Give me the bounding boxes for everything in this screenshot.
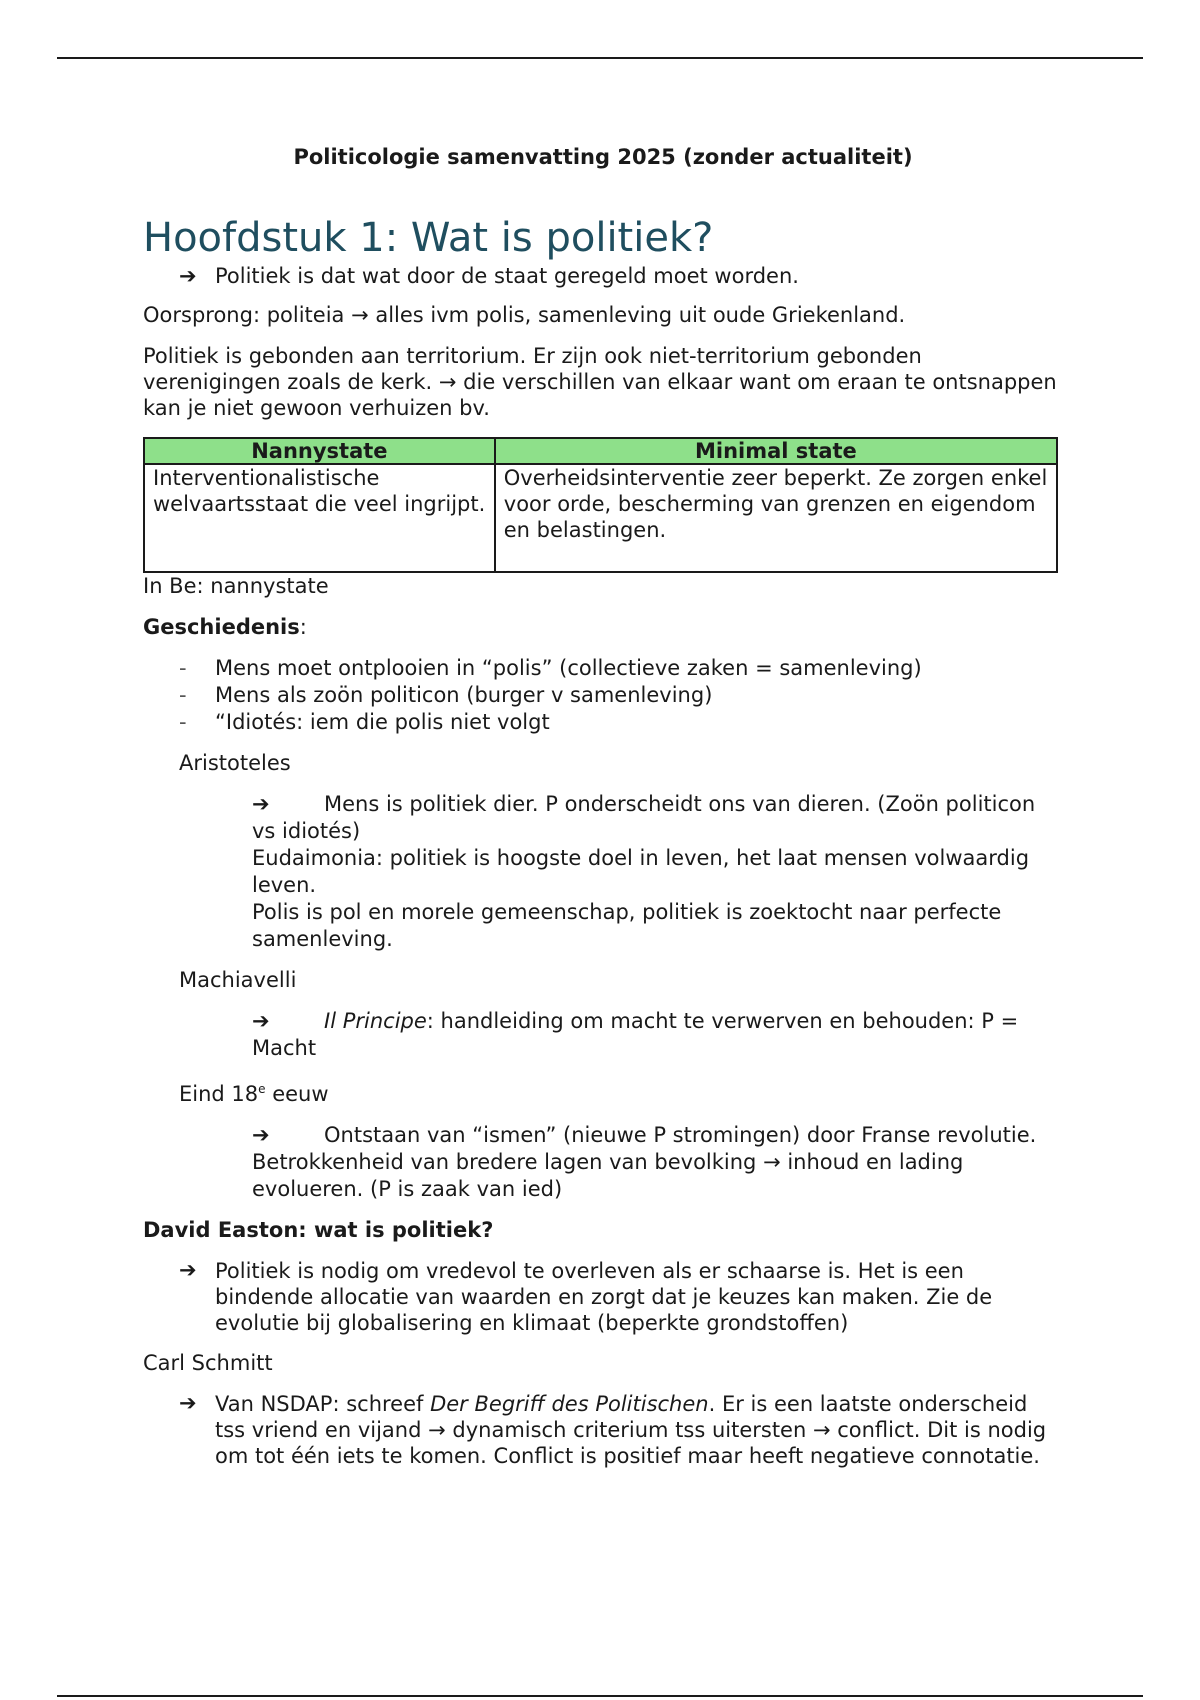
arrow-icon: ➔ (179, 264, 197, 288)
aristoteles-line-3: Polis is pol en morele gemeenschap, politiek is zoektocht naar perfecte samenleving. (252, 900, 1002, 951)
arrow-icon: ➔ (252, 1009, 270, 1033)
history-list (179, 655, 1063, 736)
table-cell-nannystate: Interventionalistische welvaartsstaat die veel ingrijpt. (144, 464, 495, 572)
aristoteles-block (252, 791, 1063, 953)
eighteenth-label-pre: Eind 18 (179, 1082, 259, 1106)
intro-arrow-text: Politiek is dat wat door de staat geregeld moet worden. (215, 264, 799, 288)
list-item: - “Idiotés: iem die polis niet volgt (179, 709, 1063, 736)
history-heading (143, 614, 1063, 641)
table-header-nannystate: Nannystate (144, 438, 495, 464)
document-title: Politicologie samenvatting 2025 (zonder actualiteit) (293, 145, 913, 169)
eighteenth-century-text: Ontstaan van “ismen” (nieuwe P stromingen) door Franse revolutie. Betrokkenheid van bredere lagen van bevolking → inhoud en lading evolueren. (P is zaak van ied) (252, 1123, 1037, 1201)
list-item: - Mens moet ontplooien in “polis” (collectieve zaken = samenleving) (179, 655, 1063, 682)
eighteenth-century-block (252, 1122, 1063, 1203)
schmitt-text (215, 1391, 1063, 1469)
machiavelli-block (252, 1008, 1063, 1062)
schmitt-book-title: Der Begriff des Politischen (430, 1392, 709, 1416)
machiavelli-book-title: Il Principe (324, 1009, 427, 1033)
easton-heading-text: David Easton: wat is politiek? (143, 1218, 494, 1242)
table-header-minimal-state: Minimal state (495, 438, 1057, 464)
origin-paragraph: Oorsprong: politeia → alles ivm polis, samenleving uit oude Griekenland. (143, 303, 906, 327)
in-be-note: In Be: nannystate (143, 574, 329, 598)
easton-heading (143, 1217, 1063, 1244)
territory-paragraph: Politiek is gebonden aan territorium. Er zijn ook niet-territorium gebonden verenigingen zoals de kerk. → die verschillen van elkaar want om eraan te ontsnappen kan je niet gewoon verhuizen bv. (143, 344, 1057, 420)
list-item: - Mens als zoön politicon (burger v samenleving) (179, 682, 1063, 709)
schmitt-text-post: . Er is een laatste onderscheid tss vriend en vijand → dynamisch criterium tss uitersten → conflict. Dit is nodig om tot één iets te komen. Conflict is positief maar heeft negatieve connotatie. (215, 1392, 1047, 1468)
schmitt-arrow-point (179, 1391, 1063, 1469)
easton-text: Politiek is nodig om vredevol te overleven als er schaarse is. Het is een bindende allocatie van waarden en zorgt dat je keuzes kan maken. Zie de evolutie bij globalisering en klimaat (beperkte grondstoffen) (215, 1259, 993, 1335)
aristoteles-line-1: Mens is politiek dier. P onderscheidt ons van dieren. (Zoön politicon vs idiotés) (252, 792, 1036, 843)
aristoteles-line-2: Eudaimonia: politiek is hoogste doel in leven, het laat mensen volwaardig leven. (252, 846, 1030, 897)
table-cell-minimal-state: Overheidsinterventie zeer beperkt. Ze zorgen enkel voor orde, bescherming van grenzen en eigendom en belastingen. (495, 464, 1057, 572)
intro-arrow-point (179, 264, 1063, 288)
schmitt-text-pre: Van NSDAP: schreef (215, 1392, 431, 1416)
eighteenth-century-label (179, 1076, 1063, 1108)
eighteenth-label-sup: e (258, 1082, 266, 1096)
aristoteles-label: Aristoteles (179, 751, 291, 775)
arrow-icon: ➔ (252, 792, 270, 816)
bottom-rule (57, 1695, 1143, 1697)
chapter-heading: Hoofdstuk 1: Wat is politiek? (143, 215, 714, 261)
arrow-icon: ➔ (252, 1123, 270, 1147)
history-heading-text: Geschiedenis (143, 615, 300, 639)
top-rule (57, 57, 1143, 59)
arrow-icon: ➔ (179, 1391, 197, 1415)
machiavelli-text: : handleiding om macht te verwerven en behouden: P = Macht (252, 1009, 1019, 1060)
state-comparison-table (143, 437, 1058, 573)
schmitt-label: Carl Schmitt (143, 1351, 273, 1375)
machiavelli-label: Machiavelli (179, 968, 297, 992)
eighteenth-label-post: eeuw (265, 1082, 329, 1106)
document-page (143, 140, 1063, 1469)
arrow-icon: ➔ (179, 1258, 197, 1282)
easton-arrow-point (179, 1258, 1063, 1336)
history-heading-colon: : (299, 615, 307, 639)
